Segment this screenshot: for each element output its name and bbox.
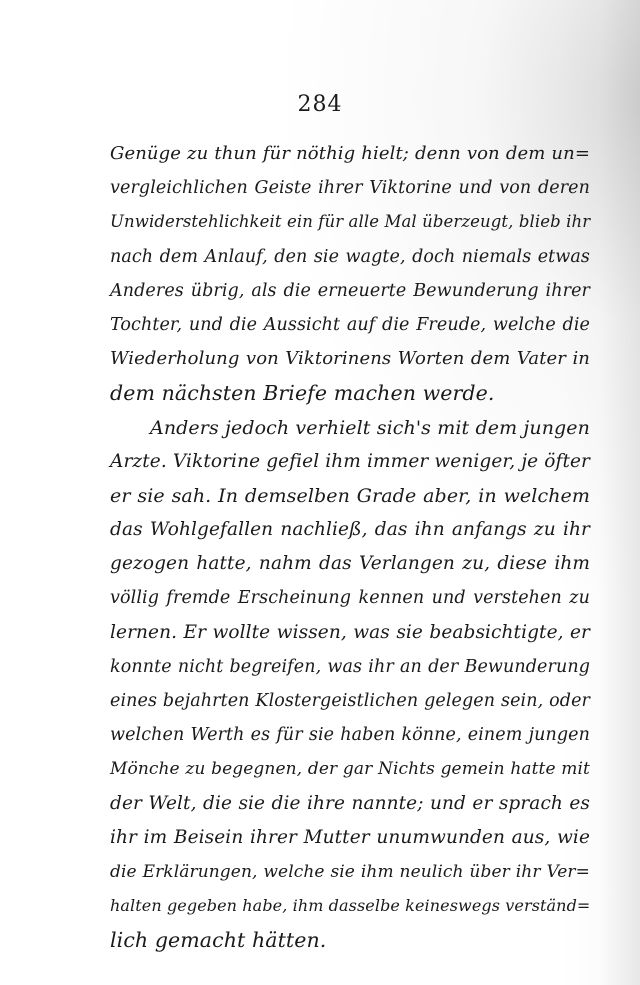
text-line: er sie sah. In demselben Grade aber, in welchem <box>110 484 590 507</box>
text-line: lich gemacht hätten. <box>110 928 327 953</box>
text-line: Mönche zu begegnen, der gar Nichts gemein hatte mit <box>110 759 590 780</box>
text-line: Tochter, und die Aussicht auf die Freude, welche die <box>110 314 590 335</box>
text-line: das Wohlgefallen nachließ, das ihn anfangs zu ihr <box>110 519 590 541</box>
text-line: halten gegeben habe, ihm dasselbe keineswegs verständ= <box>110 896 591 916</box>
text-line: Wiederholung von Viktorinens Worten dem Vater in <box>110 348 590 370</box>
page-number: 284 <box>297 92 343 117</box>
text-line: nach dem Anlauf, den sie wagte, doch niemals etwas <box>110 246 590 267</box>
text-line: Arzte. Viktorine gefiel ihm immer weniger, je öfter <box>110 450 590 472</box>
text-line: Genüge zu thun für nöthig hielt; denn von dem un= <box>110 143 590 164</box>
text-line: die Erklärungen, welche sie ihm neulich über ihr Ver= <box>110 861 590 882</box>
text-line: Anders jedoch verhielt sich's mit dem jungen <box>150 416 590 439</box>
text-line: der Welt, die sie die ihre nannte; und er sprach es <box>110 792 590 814</box>
text-line: lernen. Er wollte wissen, was sie beabsichtigte, er <box>110 621 590 643</box>
body-text <box>110 137 590 958</box>
text-line: ihr im Beisein ihrer Mutter unumwunden aus, wie <box>110 826 590 848</box>
text-line: gezogen hatte, nahm das Verlangen zu, diese ihm <box>110 553 590 575</box>
text-line: völlig fremde Erscheinung kennen und verstehen zu <box>110 588 590 609</box>
text-line: welchen Werth es für sie haben könne, einem jungen <box>110 725 590 746</box>
text-line: eines bejahrten Klostergeistlichen gelegen sein, oder <box>110 691 590 711</box>
text-line: konnte nicht begreifen, was ihr an der Bewunderung <box>110 656 590 677</box>
text-line: dem nächsten Briefe machen werde. <box>110 381 495 406</box>
text-line: Anderes übrig, als die erneuerte Bewunderung ihrer <box>110 280 590 301</box>
text-line: Unwiderstehlichkeit ein für alle Mal überzeugt, blieb ihr <box>110 212 591 232</box>
text-line: vergleichlichen Geiste ihrer Viktorine und von deren <box>110 178 590 199</box>
